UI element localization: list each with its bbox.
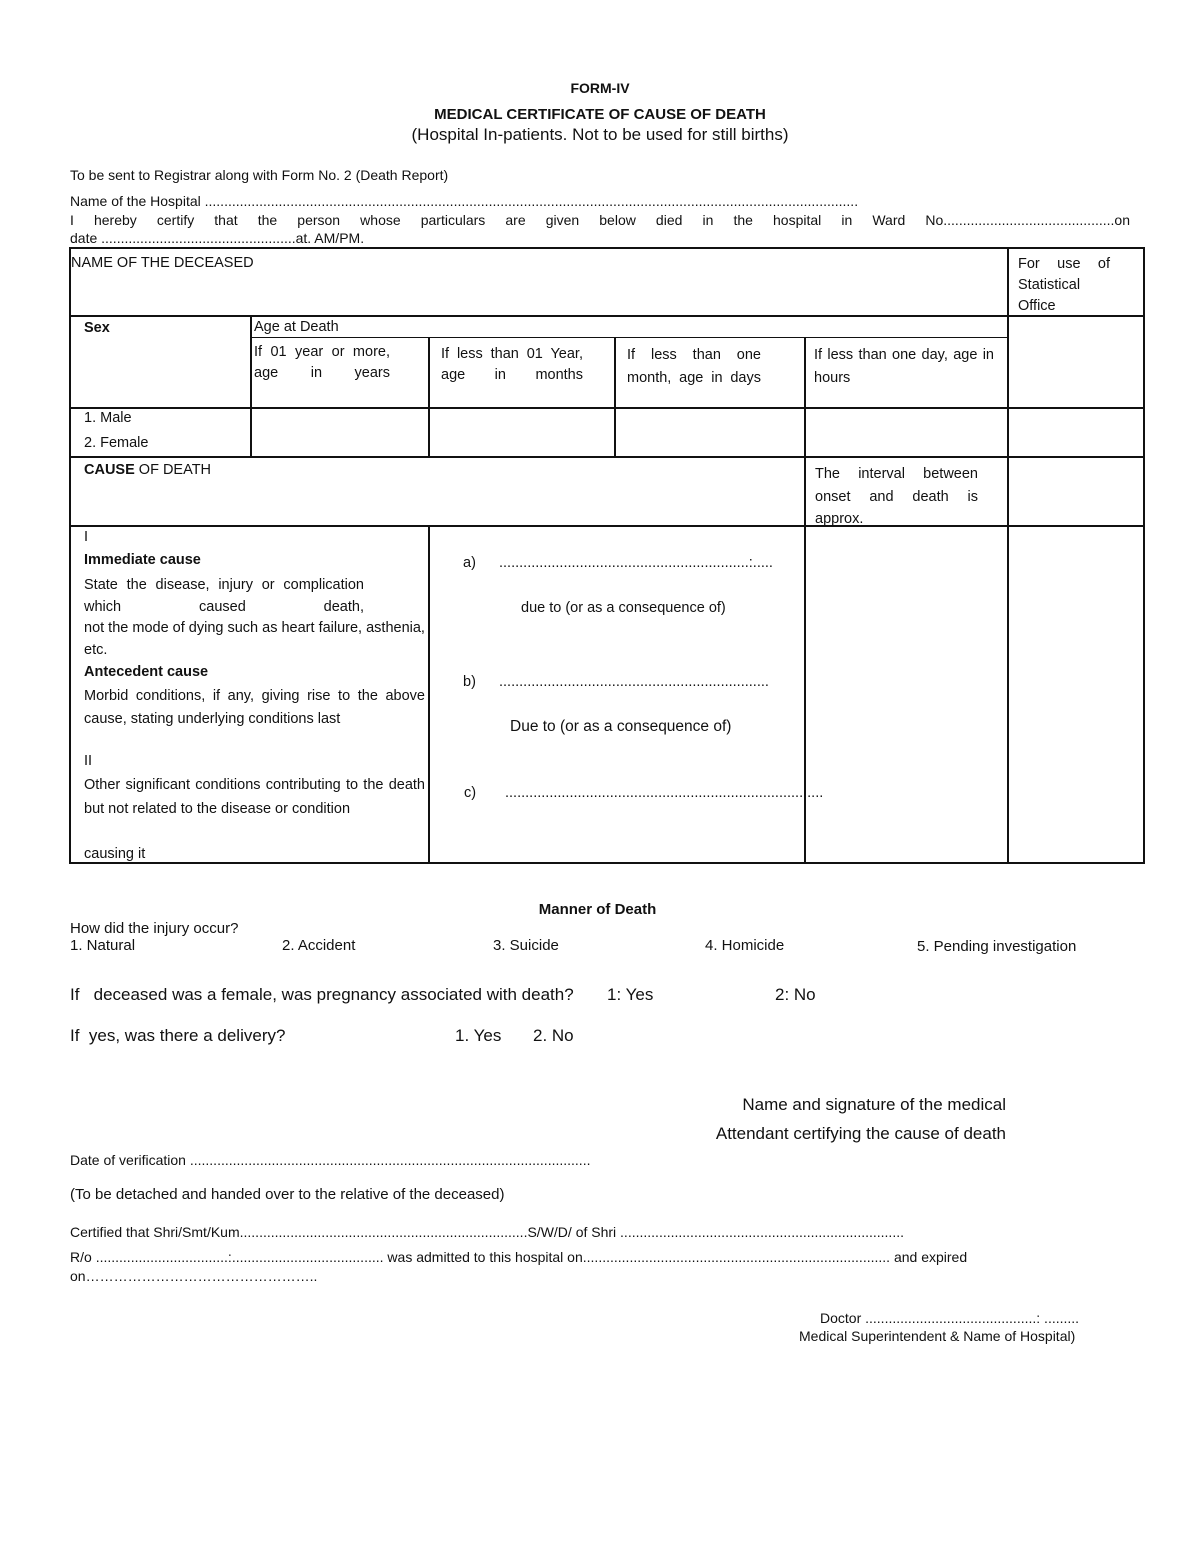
expired-on-line [70,1268,317,1284]
sex-label: Sex [84,320,110,336]
swd-name-field[interactable]: ......................................................................... [620,1224,904,1240]
doctor-line [820,1310,1079,1326]
injury-question: How did the injury occur? [70,920,239,937]
manner-option-accident[interactable]: 2. Accident [282,937,356,954]
certified-label: Certified that Shri/Smt/Kum [70,1224,240,1240]
admitted-label: was admitted to this hospital on [387,1249,583,1265]
manner-option-homicide[interactable]: 4. Homicide [705,937,785,954]
age-years-label: If 01 year or more, age in years [254,344,390,381]
antecedent-cause-desc: Morbid conditions, if any, giving rise to the above cause, stating underlying conditions last [84,688,425,727]
detach-note: (To be detached and handed over to the relative of the deceased) [70,1186,505,1203]
verification-label: Date of verification [70,1152,186,1168]
form-number: FORM-IV [570,80,630,96]
manner-option-suicide[interactable]: 3. Suicide [493,937,559,954]
expired-label: and expired [893,1249,968,1265]
on-label: on [70,1268,86,1284]
age-years-field[interactable] [252,409,428,456]
immediate-cause-desc1: State the disease, injury or complication which caused death, [84,577,364,615]
certified-name-field[interactable]: .......................................................................... [239,1224,528,1240]
causing-it-label: causing it [84,846,146,862]
cause-label-bold: CAUSE [84,462,135,478]
interval-field[interactable] [806,527,1007,862]
doctor-label: Doctor [820,1310,862,1326]
table-border-right [1143,247,1145,864]
part-one-label: I [84,529,89,545]
part-two-label: II [84,753,93,769]
hospital-name-line [70,193,858,209]
send-note: To be sent to Registrar along with Form No. 2 (Death Report) [70,167,449,183]
due-to-label-1: due to (or as a consequence of) [521,600,726,616]
immediate-cause-title: Immediate cause [84,552,201,568]
age-months-label: If less than 01 Year, age in months [441,346,583,383]
age-hours-field[interactable] [806,409,1007,456]
ro-field[interactable]: ..................................:....................................... [95,1249,384,1265]
time-suffix: at. AM/PM. [295,230,365,246]
sex-option-male[interactable]: 1. Male [84,410,132,426]
col-line-cause [428,525,430,864]
hospital-label: Name of the Hospital [70,193,201,209]
delivery-no-option[interactable]: 2. No [533,1026,574,1045]
cause-label-rest: OF DEATH [138,462,212,478]
certify-text: I hereby certify that the person whose particulars are given below died in the hospital in Ward No [70,212,944,228]
deceased-name-label: NAME OF THE DECEASED [71,255,254,271]
line-c-label: c) [464,785,477,801]
line-b-field[interactable]: ................................................................... [499,674,769,690]
pregnancy-yes-option[interactable]: 1: Yes [607,985,654,1004]
antecedent-cause-title: Antecedent cause [84,664,209,680]
form-subtitle: (Hospital In-patients. Not to be used for still births) [411,125,789,144]
interval-label: The interval between onset and death is approx. [815,466,978,527]
row-line-values [69,456,1145,458]
date-label: date [70,230,98,246]
other-conditions-desc: Other significant conditions contributing to the death but not related to the disease or condition [84,777,425,817]
line-c-field[interactable]: ............................................................................... [505,785,824,801]
date-line [70,230,364,246]
verification-line [70,1152,590,1168]
immediate-cause-desc2: not the mode of dying such as heart failure, asthenia, etc. [84,620,425,658]
certify-line [70,212,1130,228]
delivery-question: If yes, was there a delivery? [70,1026,286,1045]
signature-line-1: Name and signature of the medical [742,1095,1006,1114]
stat-column-line [1007,247,1009,864]
expired-date-field[interactable]: ………………………………………….. [85,1268,318,1284]
date-field[interactable]: .................................................. [101,230,296,246]
medical-superintendent-label: Medical Superintendent & Name of Hospital) [799,1328,1076,1344]
cause-of-death-label [84,460,211,481]
line-a-label: a) [463,555,476,571]
hospital-name-field[interactable]: ........................................................................................................................................................................ [204,193,859,209]
sex-option-female[interactable]: 2. Female [84,435,149,451]
age-months-field[interactable] [430,409,614,456]
admitted-date-field[interactable]: ............................................................................... [582,1249,891,1265]
row-line-age [250,337,1009,338]
age-days-label: If less than one month, age in days [627,347,761,386]
table-border-left [69,247,71,864]
manner-of-death-title: Manner of Death [538,901,657,918]
ro-label: R/o [70,1249,92,1265]
doctor-signature-field[interactable]: ............................................: ......... [865,1310,1080,1326]
manner-option-pending[interactable]: 5. Pending investigation [917,938,1077,955]
signature-line-2: Attendant certifying the cause of death [715,1124,1006,1143]
age-at-death-label: Age at Death [254,319,339,335]
ward-on: on [1114,212,1130,228]
row-line-name [69,315,1009,317]
verification-date-field[interactable]: ....................................................................................................... [189,1152,591,1168]
delivery-yes-option[interactable]: 1. Yes [455,1026,502,1045]
form-title: MEDICAL CERTIFICATE OF CAUSE OF DEATH [434,106,766,123]
pregnancy-question: If deceased was a female, was pregnancy associated with death? [70,985,574,1004]
table-border-bottom [69,862,1145,864]
certified-line [70,1224,904,1240]
ward-field[interactable]: ............................................ [943,212,1115,228]
line-b-label: b) [463,674,476,690]
statistical-office-label: For use of Statistical Office [1018,256,1110,314]
residence-line [70,1249,967,1265]
table-border-top [69,247,1145,249]
line-a-field[interactable]: ..............................................................:..... [499,555,773,571]
age-days-field[interactable] [616,409,804,456]
swd-label: S/W/D/ of Shri [527,1224,617,1240]
manner-option-natural[interactable]: 1. Natural [70,937,136,954]
age-hours-label: If less than one day, age in hours [814,347,994,386]
pregnancy-no-option[interactable]: 2: No [775,985,816,1004]
due-to-label-2: Due to (or as a consequence of) [510,718,732,735]
